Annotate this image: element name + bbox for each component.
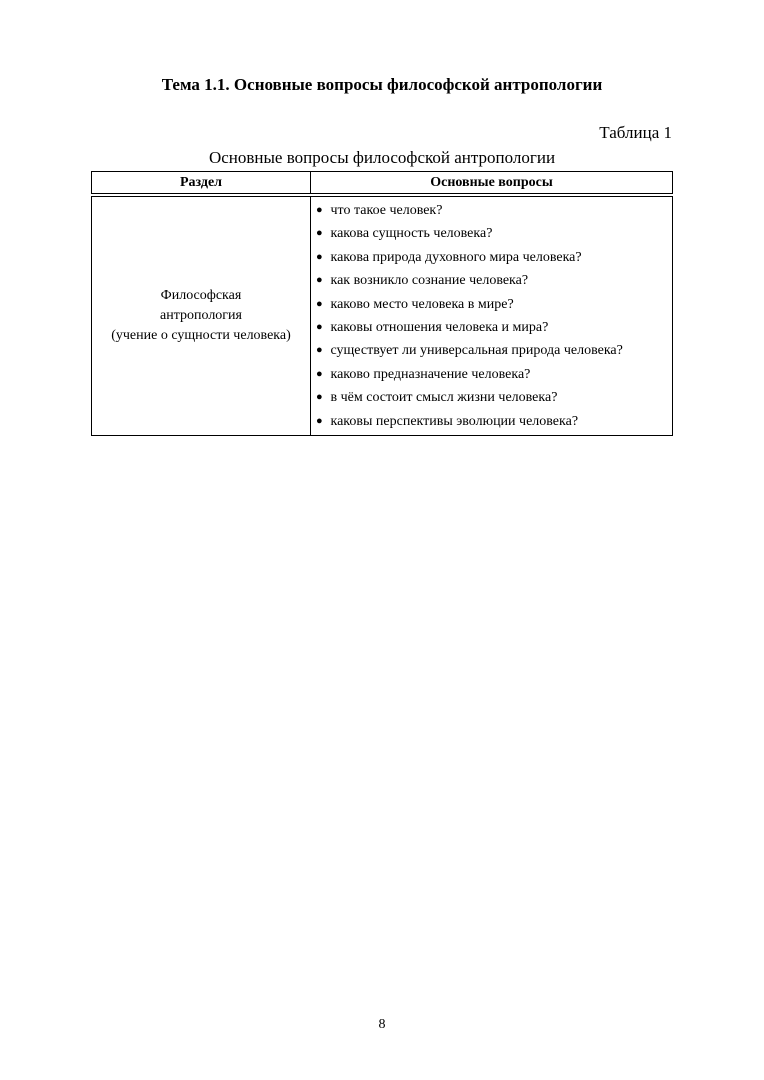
table-row [92,195,673,436]
table-caption: Основные вопросы философской антропологии [208,148,556,167]
question-item [316,339,668,362]
table-header-row [92,172,673,196]
questions-cell [311,195,673,436]
question-item [316,222,668,245]
question-text: каково место человека в мире? [330,296,514,312]
question-text: каковы отношения человека и мира? [330,320,549,336]
section-cell [92,195,311,436]
section-name-line-2: антропология [160,308,242,324]
question-item [316,386,668,409]
question-text: какова сущность человека? [330,226,493,242]
questions-list [316,199,668,433]
question-item [316,199,668,222]
bullet-icon: ● [316,367,323,380]
bullet-icon: ● [316,204,323,216]
question-text: каковы перспективы эволюции человека? [330,413,579,429]
question-text: что такое человек? [330,203,443,218]
header-section: Раздел [92,172,311,196]
question-item [316,246,668,269]
bullet-icon: ● [316,250,323,263]
question-text: каково предназначение человека? [330,366,531,382]
bullet-icon: ● [316,321,323,334]
question-item [316,316,668,339]
page-number: 8 [378,1017,386,1032]
question-item [316,293,668,316]
table-number-label: Таблица 1 [599,123,672,142]
bullet-icon: ● [316,391,323,404]
section-name-line-1: Философская [160,288,242,304]
question-item [316,363,668,386]
question-item [316,269,668,292]
question-item [316,410,668,433]
question-text: в чём состоит смысл жизни человека? [330,390,558,406]
question-text: какова природа духовного мира человека? [330,249,582,265]
question-text: существует ли универсальная природа человека? [330,343,623,359]
section-name-line-3: (учение о сущности человека) [111,328,291,344]
page-heading: Тема 1.1. Основные вопросы философской антропологии [161,75,603,94]
bullet-icon: ● [316,414,323,427]
bullet-icon: ● [316,274,323,287]
questions-table [91,171,673,436]
bullet-icon: ● [316,297,323,310]
header-questions: Основные вопросы [311,172,673,196]
bullet-icon: ● [316,227,323,240]
bullet-icon: ● [316,344,323,357]
question-text: как возникло сознание человека? [330,273,529,289]
